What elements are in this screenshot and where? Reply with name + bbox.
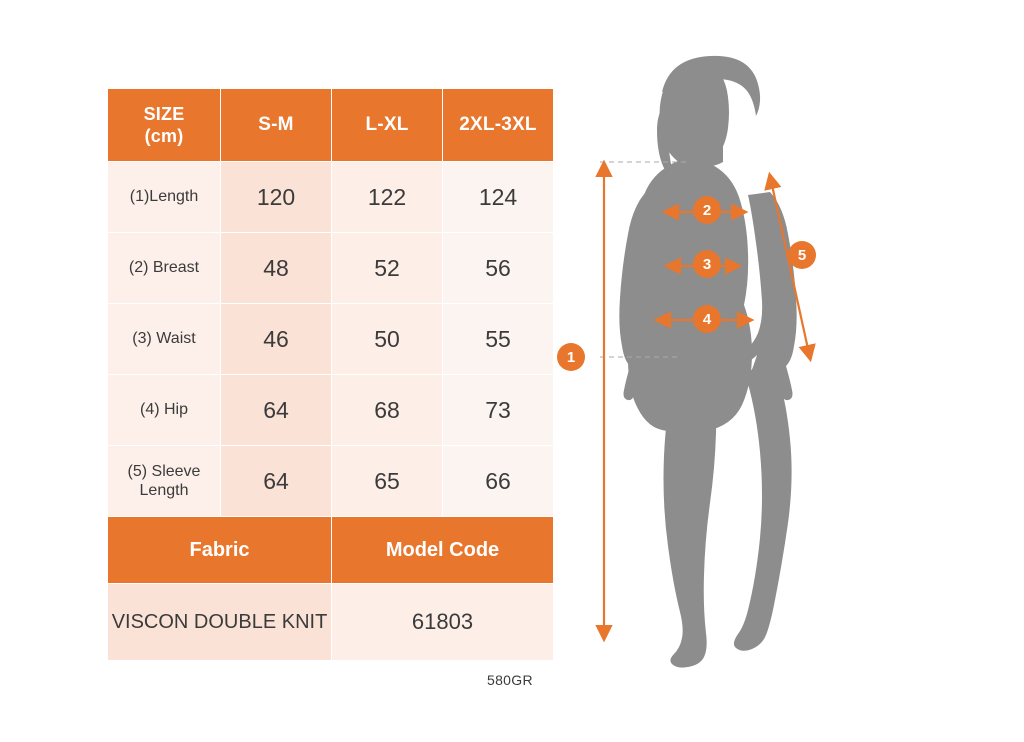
cell-length-lxl: 122 xyxy=(332,162,443,233)
badge-hip: 4 xyxy=(693,305,721,333)
row-label-waist: (3) Waist xyxy=(108,304,221,375)
product-code-label: 580GR xyxy=(487,672,533,688)
measurement-figure xyxy=(548,40,968,720)
badge-waist: 3 xyxy=(693,250,721,278)
table-header-row xyxy=(108,89,554,162)
header-col-2xl3xl: 2XL-3XL xyxy=(443,89,554,162)
badge-breast: 2 xyxy=(693,196,721,224)
header-size-line1: SIZE xyxy=(143,103,185,124)
badge-length: 1 xyxy=(557,343,585,371)
cell-waist-2xl3xl: 55 xyxy=(443,304,554,375)
cell-hip-sm: 64 xyxy=(221,375,332,446)
table-row xyxy=(108,446,554,517)
row-label-sleeve-length: (5) Sleeve Length xyxy=(108,446,221,517)
female-body-diagram xyxy=(548,40,968,720)
cell-fabric-value: VISCON DOUBLE KNIT xyxy=(108,584,332,661)
header-model-code: Model Code xyxy=(332,517,554,584)
table-row xyxy=(108,233,554,304)
badge-sleeve-length: 5 xyxy=(788,241,816,269)
header-size-line2: (cm) xyxy=(144,126,184,146)
header-col-lxl: L-XL xyxy=(332,89,443,162)
cell-waist-sm: 46 xyxy=(221,304,332,375)
cell-waist-lxl: 50 xyxy=(332,304,443,375)
row-label-breast: (2) Breast xyxy=(108,233,221,304)
body-silhouette-icon xyxy=(619,56,796,668)
size-chart-table xyxy=(107,88,554,661)
cell-sleeve-sm: 64 xyxy=(221,446,332,517)
cell-length-sm: 120 xyxy=(221,162,332,233)
cell-hip-2xl3xl: 73 xyxy=(443,375,554,446)
row-label-length: (1)Length xyxy=(108,162,221,233)
header-col-sm: S-M xyxy=(221,89,332,162)
cell-breast-2xl3xl: 56 xyxy=(443,233,554,304)
cell-sleeve-lxl: 65 xyxy=(332,446,443,517)
row-label-hip: (4) Hip xyxy=(108,375,221,446)
table-row xyxy=(108,375,554,446)
cell-sleeve-2xl3xl: 66 xyxy=(443,446,554,517)
cell-hip-lxl: 68 xyxy=(332,375,443,446)
header-size-cm xyxy=(108,89,221,162)
fabric-header-row xyxy=(108,517,554,584)
cell-breast-lxl: 52 xyxy=(332,233,443,304)
cell-breast-sm: 48 xyxy=(221,233,332,304)
cell-length-2xl3xl: 124 xyxy=(443,162,554,233)
table-row xyxy=(108,304,554,375)
cell-model-code-value: 61803 xyxy=(332,584,554,661)
fabric-value-row xyxy=(108,584,554,661)
table-row xyxy=(108,162,554,233)
header-fabric: Fabric xyxy=(108,517,332,584)
